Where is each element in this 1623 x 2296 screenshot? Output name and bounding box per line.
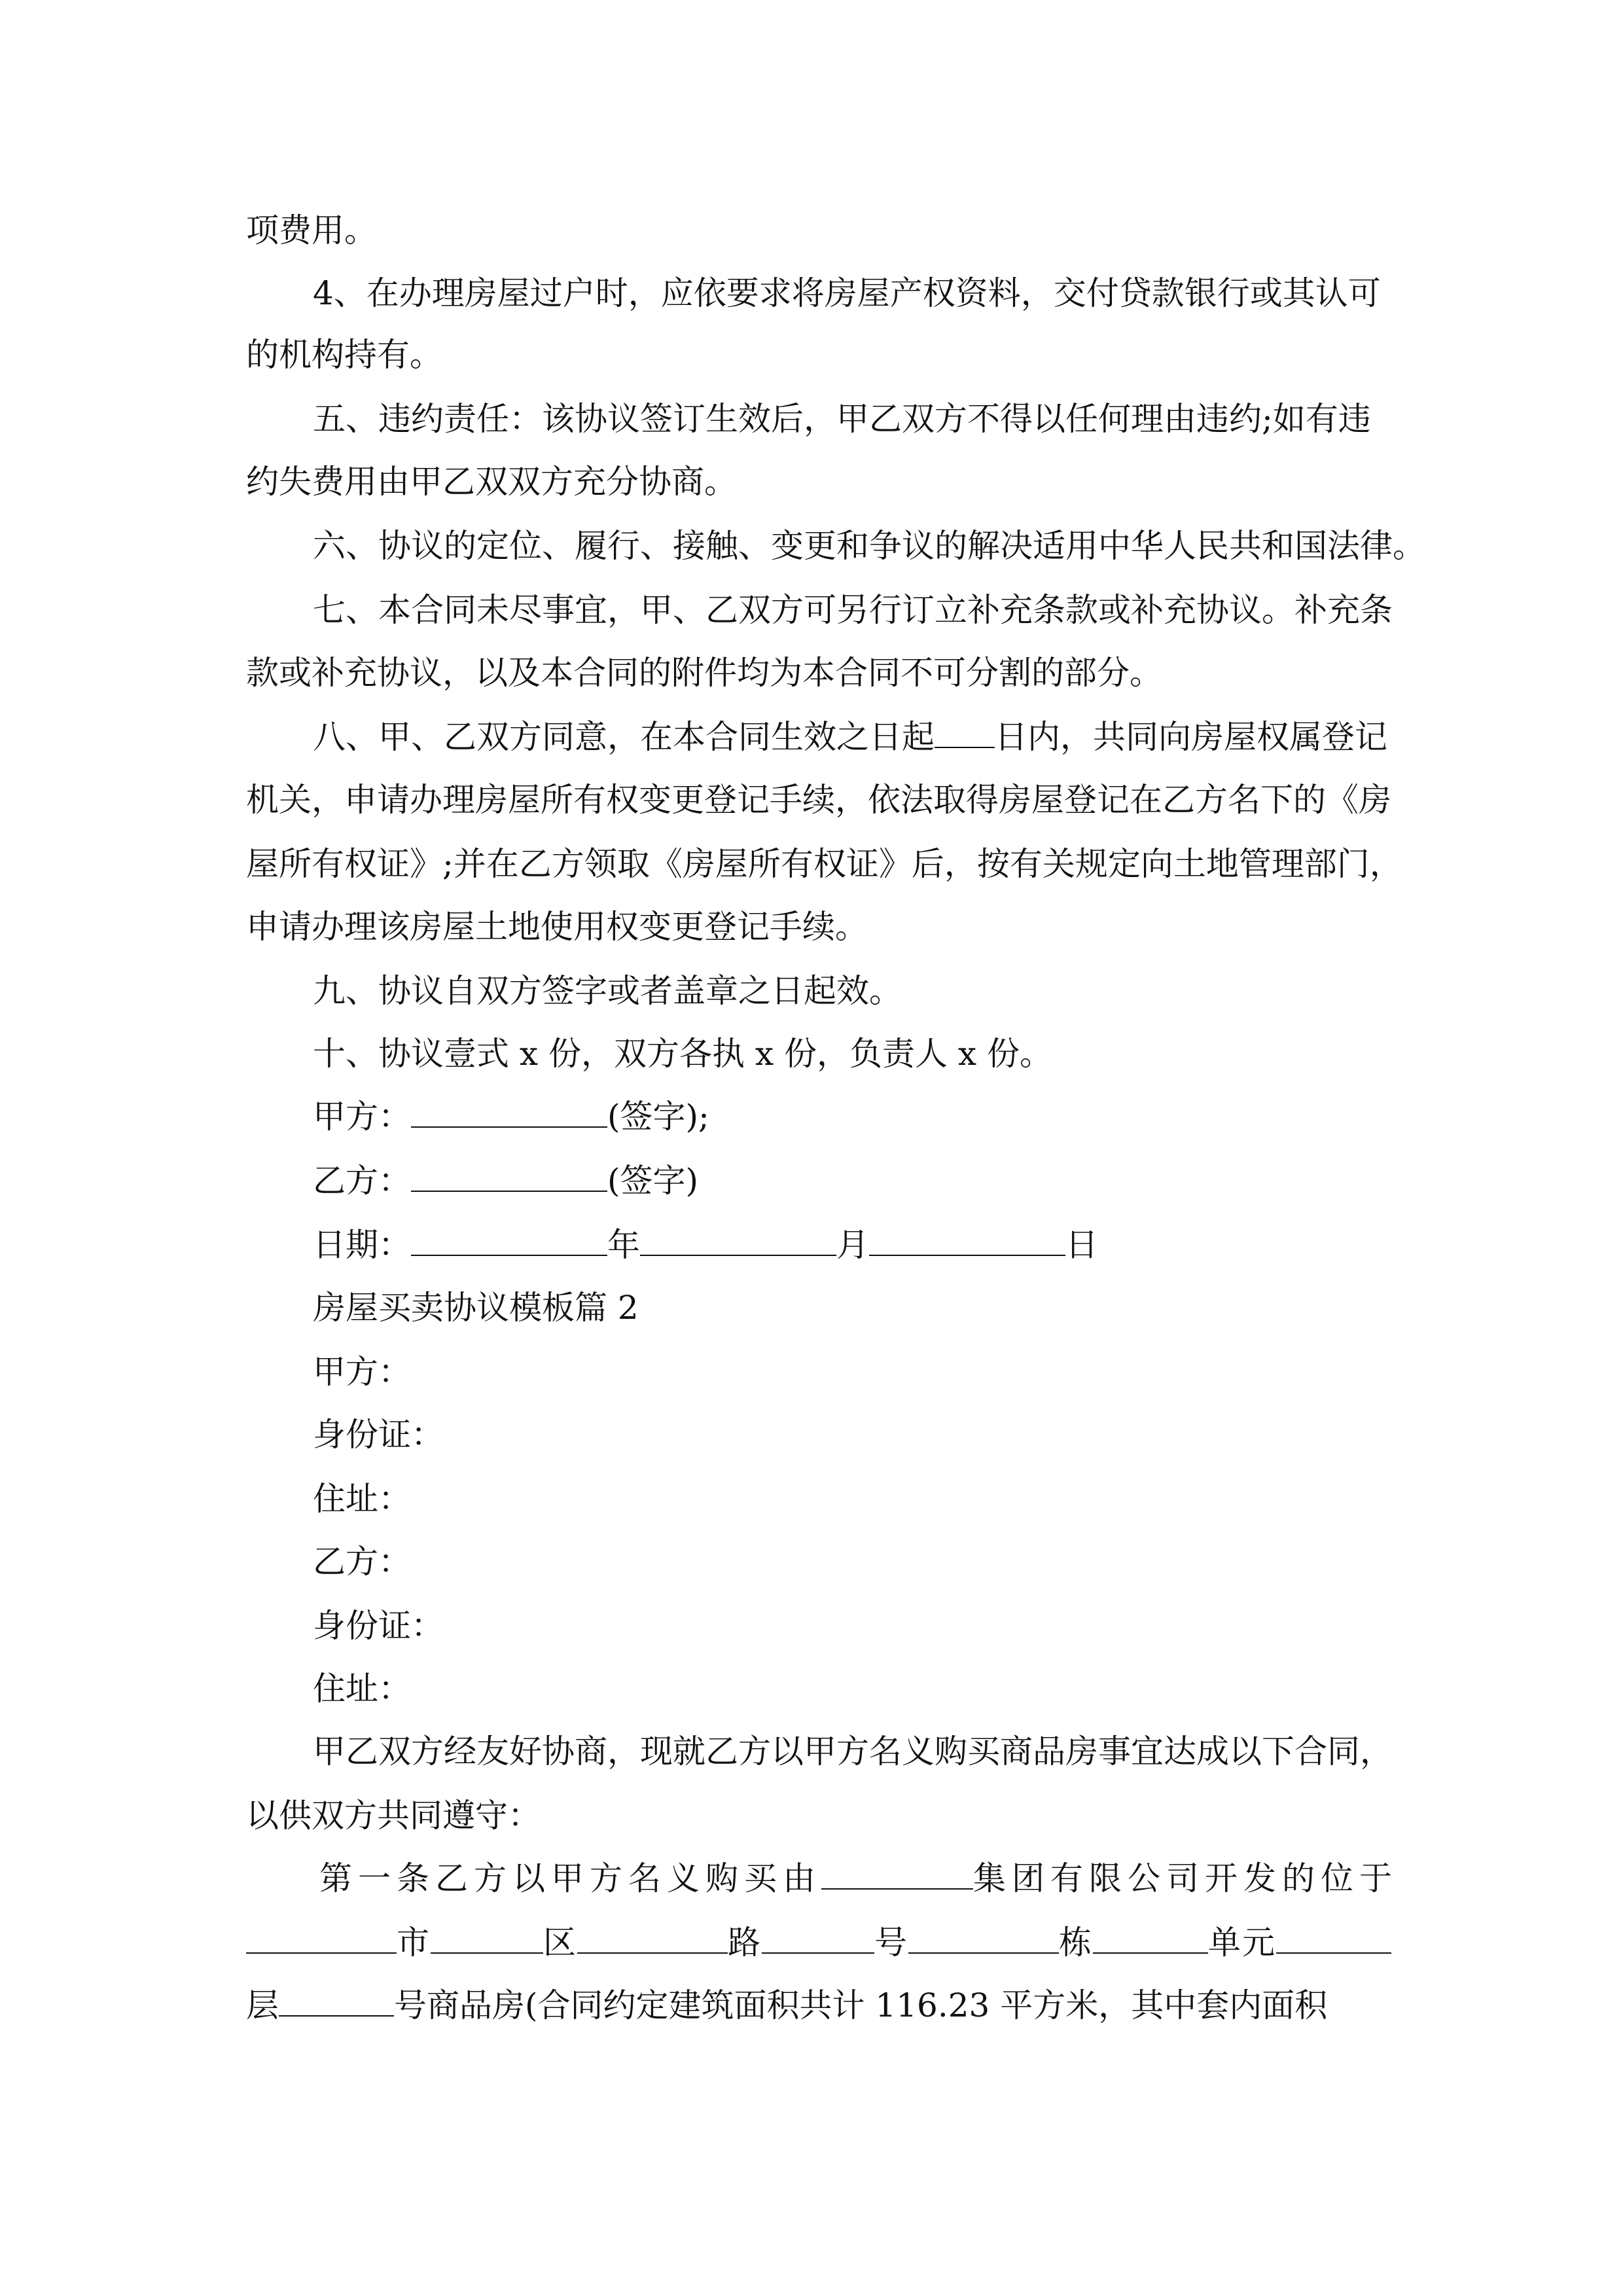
clause-9-effective: 九、协议自双方签字或者盖章之日起效。 (313, 972, 902, 1010)
label: 栋 (1059, 1924, 1093, 1962)
label: 月 (836, 1226, 869, 1264)
party-a-signature-line (313, 1097, 709, 1136)
label: 市 (397, 1924, 431, 1962)
date-line (313, 1225, 1098, 1265)
text-line: 款或补充协议，以及本合同的附件均为本合同不可分割的部分。 (246, 654, 1162, 692)
label: 年 (607, 1226, 640, 1264)
building-blank (908, 1924, 1059, 1954)
party-a-signature-blank (411, 1098, 607, 1128)
party-b-signature-line (313, 1161, 698, 1200)
label: 路 (728, 1924, 762, 1962)
text-segment: 集团有限公司开发的位于 (973, 1859, 1398, 1897)
party-a-label: 甲方： (313, 1353, 411, 1391)
label: (签字) (607, 1162, 699, 1200)
text-line (246, 1986, 1327, 2025)
clause-6-law: 六、协议的定位、履行、接触、变更和争议的解决适用中华人民共和国法律。 (313, 527, 1425, 565)
day-blank (869, 1226, 1065, 1256)
id-card-label: 身份证： (313, 1416, 444, 1454)
label: 日期： (313, 1226, 411, 1264)
address-label: 住址： (313, 1480, 411, 1518)
label: 日 (1065, 1226, 1098, 1264)
clause-10-copies: 十、协议壹式 x 份，双方各执 x 份，负责人 x 份。 (313, 1035, 1052, 1073)
label: (签字); (607, 1098, 709, 1136)
text-line: 的机构持有。 (246, 336, 442, 374)
road-blank (577, 1924, 728, 1954)
label: 层 (246, 1986, 279, 2024)
year-blank (411, 1226, 607, 1256)
text-line: 机关，申请办理房屋所有权变更登记手续，依法取得房屋登记在乙方名下的《房 (246, 781, 1391, 819)
room-blank (279, 1986, 394, 2017)
id-card-label: 身份证： (313, 1607, 444, 1645)
party-b-signature-blank (411, 1162, 607, 1192)
text-segment: 八、甲、乙双方同意，在本合同生效之日起 (313, 718, 935, 756)
clause-4: 4、在办理房屋过户时，应依要求将房屋产权资料，交付贷款银行或其认可 (313, 274, 1381, 312)
clause-5-breach: 五、违约责任：该协议签订生效后，甲乙双方不得以任何理由违约;如有违 (313, 400, 1371, 438)
preamble: 甲乙双方经友好协商，现就乙方以甲方名义购买商品房事宜达成以下合同， (313, 1732, 1393, 1770)
number-blank (762, 1924, 874, 1954)
days-blank (935, 718, 995, 748)
text-line: 申请办理该房屋土地使用权变更登记手续。 (246, 908, 868, 946)
label: 甲方： (313, 1098, 411, 1136)
city-blank (246, 1924, 397, 1954)
text-segment: 号商品房(合同约定建筑面积共计 116.23 平方米，其中套内面积 (394, 1986, 1328, 2024)
month-blank (640, 1226, 836, 1256)
label: 区 (543, 1924, 577, 1962)
party-b-label: 乙方： (313, 1543, 411, 1581)
address-label: 住址： (313, 1670, 411, 1708)
unit-blank (1093, 1924, 1208, 1954)
text-segment: 日内，共同向房屋权属登记 (995, 718, 1387, 756)
clause-7-supplement: 七、本合同未尽事宜，甲、乙双方可另行订立补充条款或补充协议。补充条 (313, 591, 1393, 629)
section-title: 房屋买卖协议模板篇 2 (313, 1289, 639, 1327)
floor-blank (1276, 1924, 1391, 1954)
text-line: 以供双方共同遵守： (246, 1797, 541, 1835)
text-line: 约失费用由甲乙双双方充分协商。 (246, 463, 737, 501)
text-line: 屋所有权证》;并在乙方领取《房屋所有权证》后，按有关规定向土地管理部门， (246, 845, 1402, 883)
label: 单元 (1208, 1924, 1276, 1962)
label: 乙方： (313, 1162, 411, 1200)
district-blank (431, 1924, 543, 1954)
clause-8-registration (313, 717, 1387, 757)
text-line: 项费用。 (246, 211, 377, 249)
label: 号 (874, 1924, 908, 1962)
company-blank (821, 1859, 973, 1890)
address-blanks-line (246, 1923, 1391, 1962)
article-1 (319, 1859, 1398, 1898)
text-segment: 第一条乙方以甲方名义购买由 (319, 1859, 821, 1897)
